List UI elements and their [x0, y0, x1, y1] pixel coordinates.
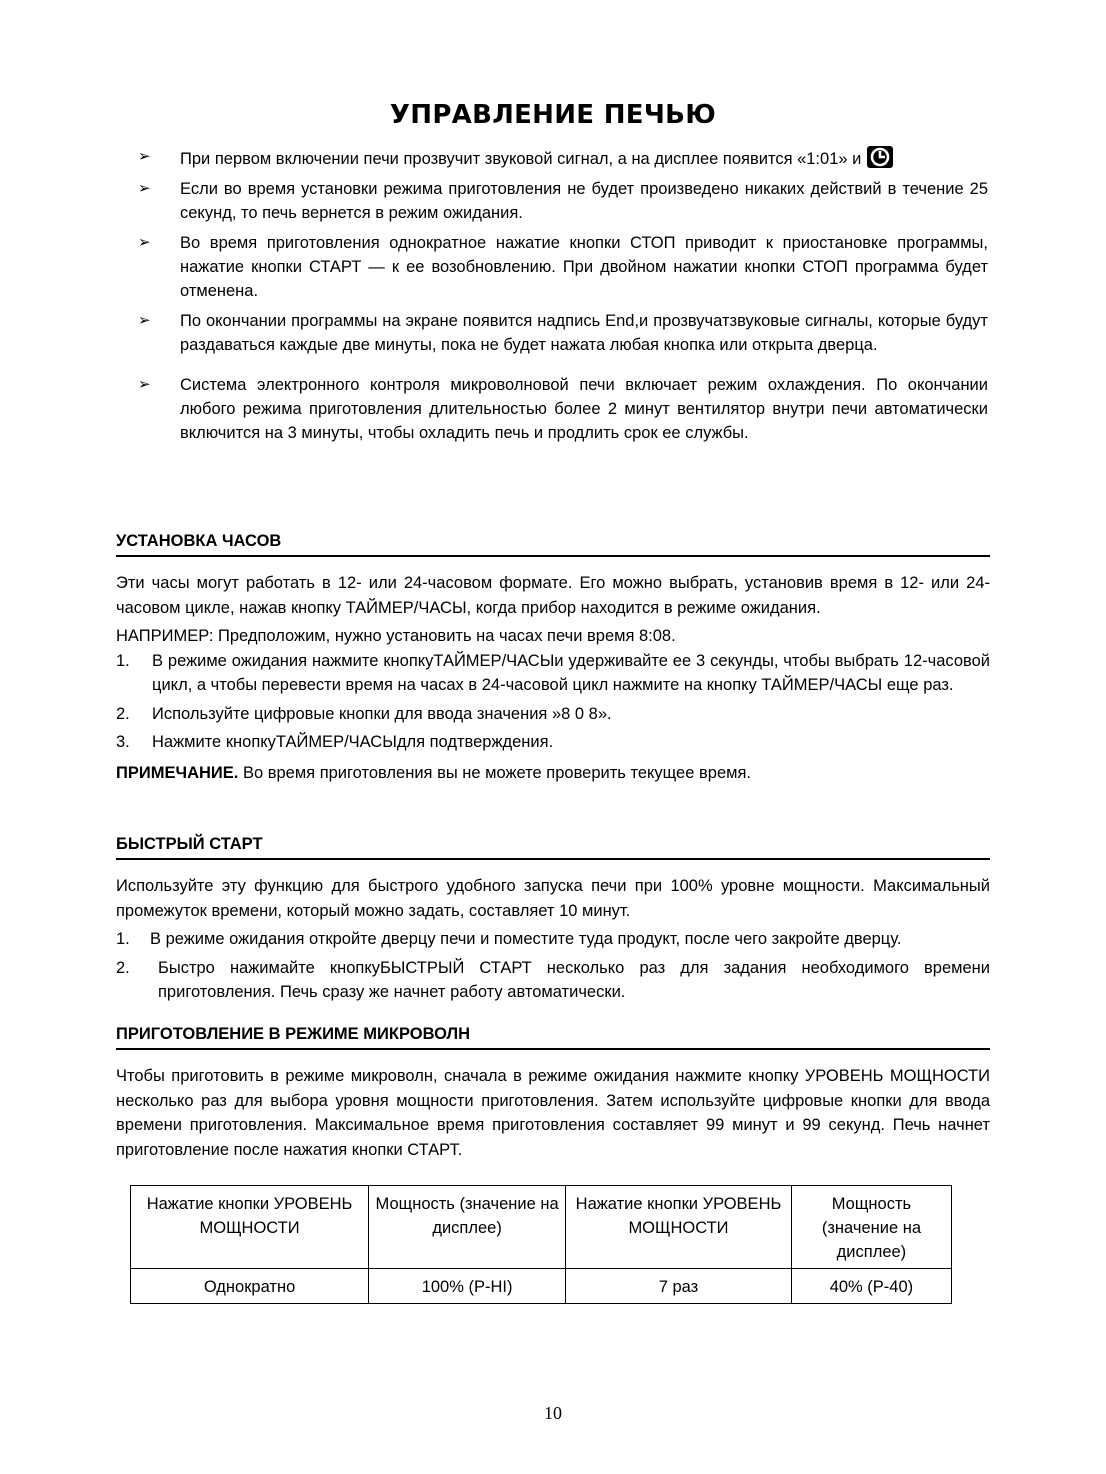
note-label: ПРИМЕЧАНИЕ. [116, 763, 239, 782]
list-item: ➢ Если во время установки режима приготовления не будет произведено никаких действий в течение 25 секунд, то печь вернется в режим ожидания. [138, 177, 988, 225]
table-cell: 100% (P-HI) [369, 1269, 566, 1304]
table-cell: Однократно [131, 1269, 369, 1304]
clock-icon [866, 145, 894, 169]
clock-example: НАПРИМЕР: Предположим, нужно установить на часах печи время 8:08. [116, 627, 676, 645]
list-item: 1. В режиме ожидания откройте дверцу печи и поместите туда продукт, после чего закройте дверцу. [116, 930, 902, 948]
table-header-cell: Мощность (значение на дисплее) [369, 1186, 566, 1269]
arrow-bullet-icon: ➢ [138, 180, 151, 197]
table-header-cell: Нажатие кнопки УРОВЕНЬ МОЩНОСТИ [566, 1186, 792, 1269]
intro-bullet-list [138, 145, 988, 451]
table-header-cell: Нажатие кнопки УРОВЕНЬ МОЩНОСТИ [131, 1186, 369, 1269]
list-item: 2. Используйте цифровые кнопки для ввода значения »8 0 8». [116, 704, 612, 723]
microwave-paragraph: Чтобы приготовить в режиме микроволн, сначала в режиме ожидания нажмите кнопку УРОВЕНЬ МОЩНОСТИ несколько раз для выбора уровня мощности приготовления. Затем используйте цифровые кнопки для ввода времени приготовления. Максимальное время приготовления составляет 99 минут и 99 секунд. Печь начнет приготовление после нажатия кнопки СТАРТ. [116, 1067, 990, 1159]
section-heading-microwave: ПРИГОТОВЛЕНИЕ В РЕЖИМЕ МИКРОВОЛН [116, 1025, 990, 1050]
section-heading-quick-start: БЫСТРЫЙ СТАРТ [116, 835, 990, 860]
list-item: 3. Нажмите кнопкуТАЙМЕР/ЧАСЫдля подтверждения. [116, 733, 554, 751]
clock-section-body [116, 571, 990, 785]
list-item: ➢ По окончании программы на экране появится надпись End,и прозвучатзвуковые сигналы, которые будут раздаваться каждые две минуты, пока не будет нажата любая кнопка или открыта дверца. [138, 309, 988, 357]
table-cell: 7 раз [566, 1269, 792, 1304]
page-number: 10 [544, 1403, 562, 1423]
page-title: УПРАВЛЕНИЕ ПЕЧЬЮ [389, 100, 717, 130]
arrow-bullet-icon: ➢ [138, 234, 151, 251]
clock-note: ПРИМЕЧАНИЕ. Во время приготовления вы не можете проверить текущее время. [116, 763, 751, 782]
list-item: ➢ Система электронного контроля микроволновой печи включает режим охлаждения. По окончании любого режима приготовления длительностью более 2 минут вентилятор внутри печи автоматически включится на 3 минуты, чтобы охладить печь и продлить срок ее службы. [138, 373, 988, 445]
list-item: 2. Быстро нажимайте кнопкуБЫСТРЫЙ СТАРТ несколько раз для задания необходимого времени приготовления. Печь сразу же начнет работу автоматически. [116, 958, 990, 1001]
table-cell: 40% (P-40) [791, 1269, 951, 1304]
quick-start-paragraph: Используйте эту функцию для быстрого удобного запуска печи при 100% уровне мощности. Максимальный промежуток времени, который можно задать, составляет 10 минут. [116, 877, 990, 920]
arrow-bullet-icon: ➢ [138, 148, 151, 165]
list-item: ➢ Во время приготовления однократное нажатие кнопки СТОП приводит к приостановке программы, нажатие кнопки СТАРТ — к ее возобновлению. При двойном нажатии кнопки СТОП программа будет отменена. [138, 231, 988, 303]
clock-paragraph: Эти часы могут работать в 12- или 24-часовом формате. Его можно выбрать, установив время в 12- или 24-часовом цикле, нажав кнопку ТАЙМЕР/ЧАСЫ, когда прибор находится в режиме ожидания. [116, 574, 990, 617]
arrow-bullet-icon: ➢ [138, 312, 151, 329]
section-heading-clock: УСТАНОВКА ЧАСОВ [116, 532, 990, 557]
table-header-row [131, 1186, 952, 1269]
power-level-table [130, 1185, 952, 1304]
list-item: ➢ При первом включении печи прозвучит звуковой сигнал, а на дисплее появится «1:01» и [138, 145, 988, 171]
quick-start-section-body [116, 874, 990, 1005]
arrow-bullet-icon: ➢ [138, 376, 151, 393]
list-item: 1. В режиме ожидания нажмите кнопкуТАЙМЕР/ЧАСЫи удерживайте ее 3 секунды, чтобы выбрать 12-часовой цикл, а чтобы перевести время на часах в 24-часовой цикл нажмите на кнопку ТАЙМЕР/ЧАСЫ еще раз. [116, 651, 990, 694]
table-header-cell: Мощность (значение на дисплее) [791, 1186, 951, 1269]
table-row [131, 1269, 952, 1304]
